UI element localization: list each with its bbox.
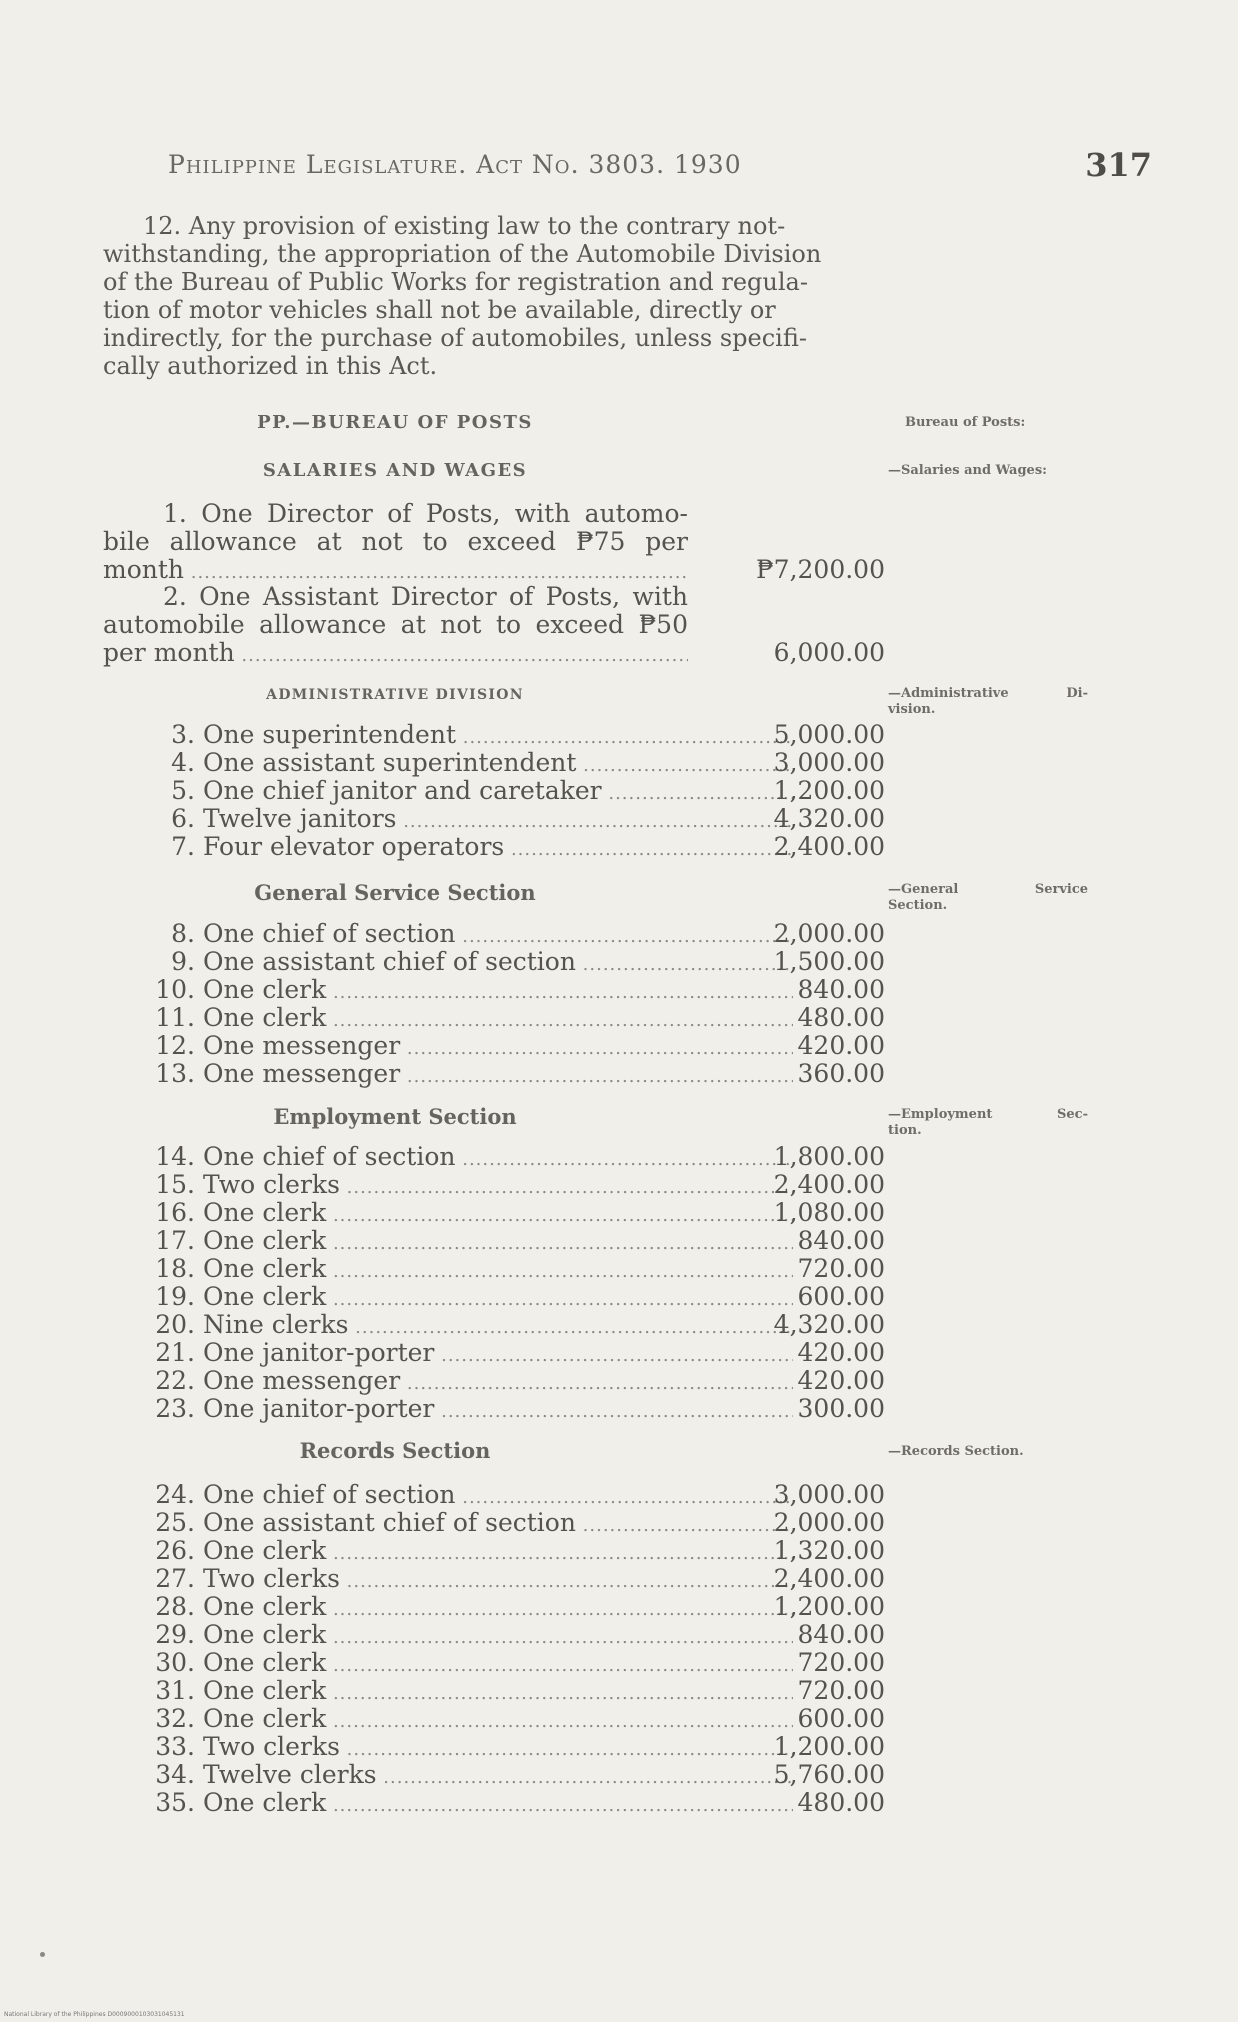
item-number: 14. (155, 1142, 195, 1171)
appropriation-row (100, 1367, 885, 1395)
margin-note-salaries: —Salaries and Wages: (888, 463, 1047, 478)
item-number: 17. (155, 1226, 195, 1255)
item-description: One chief of section ..... (203, 1143, 793, 1174)
item-description: One chief of section ..... (203, 1481, 793, 1512)
item-description: One clerk ..... (203, 1537, 793, 1568)
item-amount: 1,800.00 (773, 1142, 885, 1171)
appropriation-row (100, 805, 885, 833)
item-2-line: automobile allowance at not to exceed ₱50 (103, 610, 688, 639)
item-description: One clerk ..... (203, 1705, 793, 1736)
item-description: One clerk ..... (203, 1283, 793, 1314)
appropriation-row (100, 777, 885, 805)
item-amount: 420.00 (797, 1031, 885, 1060)
item-amount: 2,000.00 (773, 919, 885, 948)
margin-note-part: tion. (888, 1123, 922, 1138)
item-amount: 600.00 (797, 1282, 885, 1311)
item-amount: 1,200.00 (773, 1592, 885, 1621)
general-heading: General Service Section (254, 880, 536, 905)
item-description: One superintendent ..... (203, 721, 793, 752)
item-description: Two clerks ..... (203, 1171, 793, 1202)
item-amount: 5,760.00 (773, 1760, 885, 1789)
item-description: One messenger ..... (203, 1060, 793, 1091)
item-number: 28. (155, 1592, 195, 1621)
item-description: One clerk ..... (203, 1227, 793, 1258)
item-number: 4. (171, 748, 195, 777)
item-amount: 4,320.00 (773, 804, 885, 833)
item-amount: 840.00 (797, 975, 885, 1004)
item-1-line: month ..... (103, 556, 688, 587)
appropriation-row (100, 1339, 885, 1367)
item-description: Four elevator operators ..... (203, 833, 793, 864)
item-number: 22. (155, 1366, 195, 1395)
salaries-heading: SALARIES AND WAGES (262, 460, 528, 481)
item-2-amount: 6,000.00 (773, 638, 885, 667)
item-number: 32. (155, 1704, 195, 1733)
page-header (168, 146, 1152, 190)
margin-note-part: —Employment (888, 1107, 993, 1122)
item-description: One janitor-porter ..... (203, 1395, 793, 1426)
appropriation-row (100, 1789, 885, 1817)
item-amount: 480.00 (797, 1003, 885, 1032)
item-amount: 2,400.00 (773, 832, 885, 861)
margin-note-part: Di- (1066, 686, 1088, 701)
appropriation-row (100, 1481, 885, 1509)
item-number: 35. (155, 1788, 195, 1817)
item-amount: 360.00 (797, 1059, 885, 1088)
intro-line: cally authorized in this Act. (103, 352, 438, 380)
item-description: One janitor-porter ..... (203, 1339, 793, 1370)
item-number: 33. (155, 1732, 195, 1761)
item-number: 12. (155, 1031, 195, 1060)
item-number: 7. (171, 832, 195, 861)
item-description: One clerk ..... (203, 1593, 793, 1624)
item-number: 3. (171, 720, 195, 749)
item-1-text (103, 500, 688, 587)
item-description: One clerk ..... (203, 1255, 793, 1286)
item-number: 9. (171, 947, 195, 976)
item-number: 25. (155, 1508, 195, 1537)
appropriation-row (100, 1199, 885, 1227)
appropriation-row (100, 721, 885, 749)
margin-note-general (888, 882, 1088, 914)
running-head: Philippine Legislature. Act No. 3803. 1930 (168, 150, 742, 179)
item-description: One assistant superintendent ..... (203, 749, 793, 780)
item-amount: 720.00 (797, 1676, 885, 1705)
item-number: 34. (155, 1760, 195, 1789)
margin-note-part: Section. (888, 898, 948, 913)
appropriation-row (100, 1705, 885, 1733)
item-number: 24. (155, 1480, 195, 1509)
records-heading: Records Section (299, 1438, 491, 1463)
item-description: One clerk ..... (203, 1649, 793, 1680)
margin-note-part: —General (888, 882, 959, 897)
item-1-line: bile allowance at not to exceed ₱75 per (103, 527, 688, 556)
appropriation-row (100, 1733, 885, 1761)
appropriation-row (100, 749, 885, 777)
bureau-heading: PP.—BUREAU OF POSTS (257, 412, 533, 433)
item-description: One chief janitor and caretaker ..... (203, 777, 793, 808)
item-description: One clerk ..... (203, 976, 793, 1007)
intro-line: indirectly, for the purchase of automobiles, unless specifi- (103, 324, 807, 352)
appropriation-row (100, 976, 885, 1004)
item-description: One chief of section ..... (203, 920, 793, 951)
item-description: One clerk ..... (203, 1004, 793, 1035)
item-amount: 720.00 (797, 1254, 885, 1283)
appropriation-row (100, 1060, 885, 1088)
item-amount: 840.00 (797, 1226, 885, 1255)
item-description: One clerk ..... (203, 1677, 793, 1708)
appropriation-row (100, 1255, 885, 1283)
item-description: One clerk ..... (203, 1621, 793, 1652)
appropriation-row (100, 1032, 885, 1060)
item-amount: 1,080.00 (773, 1198, 885, 1227)
item-number: 16. (155, 1198, 195, 1227)
item-number: 23. (155, 1394, 195, 1423)
item-description: Two clerks ..... (203, 1565, 793, 1596)
item-description: Twelve clerks ..... (203, 1761, 793, 1792)
item-number: 15. (155, 1170, 195, 1199)
item-description: One assistant chief of section ..... (203, 948, 793, 979)
intro-paragraph (103, 212, 878, 380)
intro-line: withstanding, the appropriation of the Automobile Division (103, 240, 822, 268)
intro-line: tion of motor vehicles shall not be available, directly or (103, 296, 776, 324)
item-number: 30. (155, 1648, 195, 1677)
item-number: 6. (171, 804, 195, 833)
margin-note-part: Sec- (1057, 1107, 1088, 1122)
appropriation-row (100, 1677, 885, 1705)
appropriation-row (100, 1649, 885, 1677)
employment-heading: Employment Section (273, 1104, 517, 1129)
intro-line: of the Bureau of Public Works for registration and regula- (103, 268, 808, 296)
item-number: 18. (155, 1254, 195, 1283)
item-2-text (103, 583, 688, 670)
item-number: 20. (155, 1310, 195, 1339)
item-number: 19. (155, 1282, 195, 1311)
margin-note-admin (888, 686, 1088, 718)
appropriation-row (100, 1395, 885, 1423)
item-number: 13. (155, 1059, 195, 1088)
item-number: 29. (155, 1620, 195, 1649)
appropriation-row (100, 1761, 885, 1789)
item-description: One assistant chief of section ..... (203, 1509, 793, 1540)
item-amount: 600.00 (797, 1704, 885, 1733)
item-amount: 720.00 (797, 1648, 885, 1677)
item-description: One clerk ..... (203, 1199, 793, 1230)
item-description: Twelve janitors ..... (203, 805, 793, 836)
appropriation-row (100, 1509, 885, 1537)
page-number: 317 (1085, 146, 1152, 184)
item-amount: 2,400.00 (773, 1170, 885, 1199)
item-description: One messenger ..... (203, 1367, 793, 1398)
item-amount: 300.00 (797, 1394, 885, 1423)
item-amount: 5,000.00 (773, 720, 885, 749)
margin-note-records: —Records Section. (888, 1444, 1024, 1459)
margin-note-part: vision. (888, 702, 936, 717)
scan-speck (40, 1952, 45, 1957)
appropriation-row (100, 1143, 885, 1171)
scan-credit: National Library of the Philippines D0009000103031045131 (4, 2011, 185, 2018)
appropriation-row (100, 833, 885, 861)
appropriation-row (100, 1621, 885, 1649)
margin-note-part: —Administrative (888, 686, 1009, 701)
appropriation-row (100, 1311, 885, 1339)
item-number: 11. (155, 1003, 195, 1032)
item-number: 26. (155, 1536, 195, 1565)
item-number: 8. (171, 919, 195, 948)
appropriation-row (100, 1004, 885, 1032)
item-amount: 1,200.00 (773, 776, 885, 805)
item-amount: 2,000.00 (773, 1508, 885, 1537)
item-1-line: 1. One Director of Posts, with automo- (163, 499, 688, 528)
appropriation-row (100, 1537, 885, 1565)
item-amount: 420.00 (797, 1338, 885, 1367)
margin-note-bureau: Bureau of Posts: (905, 415, 1026, 430)
appropriation-row (100, 920, 885, 948)
appropriation-row (100, 1593, 885, 1621)
item-amount: 1,200.00 (773, 1732, 885, 1761)
appropriation-row (100, 1227, 885, 1255)
item-2-line: per month ..... (103, 639, 688, 670)
item-amount: 3,000.00 (773, 1480, 885, 1509)
admin-heading: ADMINISTRATIVE DIVISION (266, 687, 524, 703)
intro-line: 12. Any provision of existing law to the contrary not- (143, 212, 786, 240)
item-amount: 840.00 (797, 1620, 885, 1649)
margin-note-part: Service (1034, 882, 1088, 897)
item-number: 10. (155, 975, 195, 1004)
appropriation-row (100, 1283, 885, 1311)
item-description: Two clerks ..... (203, 1733, 793, 1764)
appropriation-row (100, 1171, 885, 1199)
appropriation-row (100, 1565, 885, 1593)
item-number: 21. (155, 1338, 195, 1367)
item-number: 27. (155, 1564, 195, 1593)
item-1-amount: ₱7,200.00 (756, 555, 885, 584)
item-amount: 1,320.00 (773, 1536, 885, 1565)
item-amount: 2,400.00 (773, 1564, 885, 1593)
item-number: 5. (171, 776, 195, 805)
appropriation-row (100, 948, 885, 976)
item-amount: 3,000.00 (773, 748, 885, 777)
item-amount: 4,320.00 (773, 1310, 885, 1339)
item-amount: 1,500.00 (773, 947, 885, 976)
item-description: Nine clerks ..... (203, 1311, 793, 1342)
item-number: 31. (155, 1676, 195, 1705)
item-description: One clerk ..... (203, 1789, 793, 1820)
item-amount: 420.00 (797, 1366, 885, 1395)
item-amount: 480.00 (797, 1788, 885, 1817)
item-2-line: 2. One Assistant Director of Posts, with (163, 582, 688, 611)
item-description: One messenger ..... (203, 1032, 793, 1063)
margin-note-employment (888, 1107, 1088, 1139)
